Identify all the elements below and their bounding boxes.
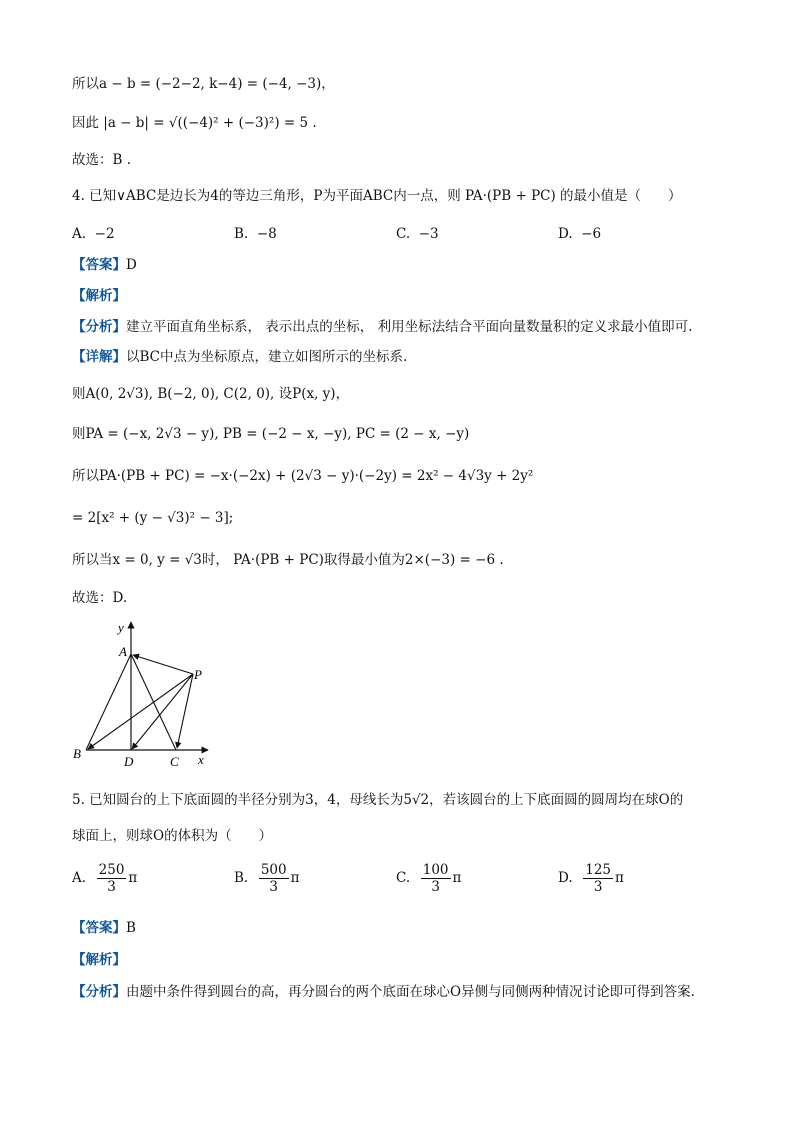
label-a: A (119, 644, 127, 659)
prev-line-2: 因此 |a − b| = √((−4)² + (−3)²) = 5 . (72, 115, 317, 131)
q4-stem: 4. 已知∨ABC是边长为4的等边三角形，P为平面ABC内一点，则 PA·(PB + PC) 的最小值是（ ） (72, 188, 682, 204)
q5-stem-line-2: 球面上，则球O的体积为（ ） (72, 828, 273, 844)
q4-option-c: C. −3 (396, 226, 439, 242)
fenxi-tag: 【 分析 】 (72, 984, 126, 1000)
answer-value: D (126, 257, 137, 273)
q4-solution-step-1: 则A(0, 2√3), B(−2, 0), C(2, 0), 设P(x, y)， (72, 386, 350, 402)
xiangjie-tag: 【 详解 】 (72, 349, 126, 365)
q4-solution-step-5: 所以当x = 0, y = √3时， PA·(PB + PC)取得最小值为2×(−3) = −6 . (72, 552, 504, 568)
q4-option-a: A. −2 (72, 226, 115, 242)
answer-tag: 【 答案 】 (72, 920, 126, 936)
q4-xiangjie-line (72, 347, 407, 367)
q4-solution-step-4: = 2[x² + (y − √3)² − 3]; (72, 510, 234, 526)
q5-answer-line (72, 918, 136, 938)
q4-jiexi-line (72, 286, 126, 306)
q4-solution-step-2: 则PA = (−x, 2√3 − y), PB = (−2 − x, −y), PC = (2 − x, −y) (72, 426, 470, 442)
q5-option-b: B. $\frac{500}{3}$ π (234, 862, 300, 895)
q5-stem-line-1: 5. 已知圆台的上下底面圆的半径分别为3，4，母线长为5√2，若该圆台的上下底面圆的圆周均在球O的 (72, 792, 684, 808)
label-c: C (170, 754, 179, 769)
q5-jiexi-line (72, 950, 126, 970)
fenxi-text: 建立平面直角坐标系， 表示出点的坐标， 利用坐标法结合平面向量数量积的定义求最小值即可. (126, 319, 693, 335)
label-y: y (118, 620, 124, 635)
prev-line-1: 所以a − b = (−2−2, k−4) = (−4, −3)， (72, 76, 335, 92)
q4-answer-line (72, 255, 137, 275)
q5-option-d: D. $\frac{125}{3}$ π (558, 862, 624, 895)
analysis-tag: 【 解析 】 (72, 952, 126, 968)
vector-pa (133, 655, 193, 674)
vector-pc (177, 674, 193, 748)
fenxi-text: 由题中条件得到圆台的高，再分圆台的两个底面在球心O异侧与同侧两种情况讨论即可得到答案. (126, 984, 695, 1000)
label-p: P (194, 667, 202, 682)
xiangjie-text: 以BC中点为坐标原点，建立如图所示的坐标系. (126, 349, 408, 365)
label-d: D (124, 754, 134, 769)
answer-tag: 【 答案 】 (72, 257, 126, 273)
q4-conclusion: 故选：D. (72, 590, 128, 606)
label-x: x (198, 752, 204, 767)
q4-option-d: D. −6 (558, 226, 602, 242)
q5-fenxi-line (72, 982, 695, 1002)
fenxi-tag: 【 分析 】 (72, 319, 126, 335)
analysis-tag: 【 解析 】 (72, 288, 126, 304)
segment-ab (86, 654, 131, 750)
coordinate-figure (70, 616, 220, 772)
q4-option-b: B. −8 (234, 226, 277, 242)
label-b: B (73, 746, 81, 761)
q4-fenxi-line (72, 317, 692, 337)
answer-value: B (126, 920, 136, 936)
prev-line-3: 故选：B . (72, 152, 132, 168)
q5-option-a: A. $\frac{250}{3}$ π (72, 862, 138, 895)
q4-solution-step-3: 所以PA·(PB + PC) = −x·(−2x) + (2√3 − y)·(−2y) = 2x² − 4√3y + 2y² (72, 468, 534, 484)
q5-option-c: C. $\frac{100}{3}$ π (396, 862, 462, 895)
